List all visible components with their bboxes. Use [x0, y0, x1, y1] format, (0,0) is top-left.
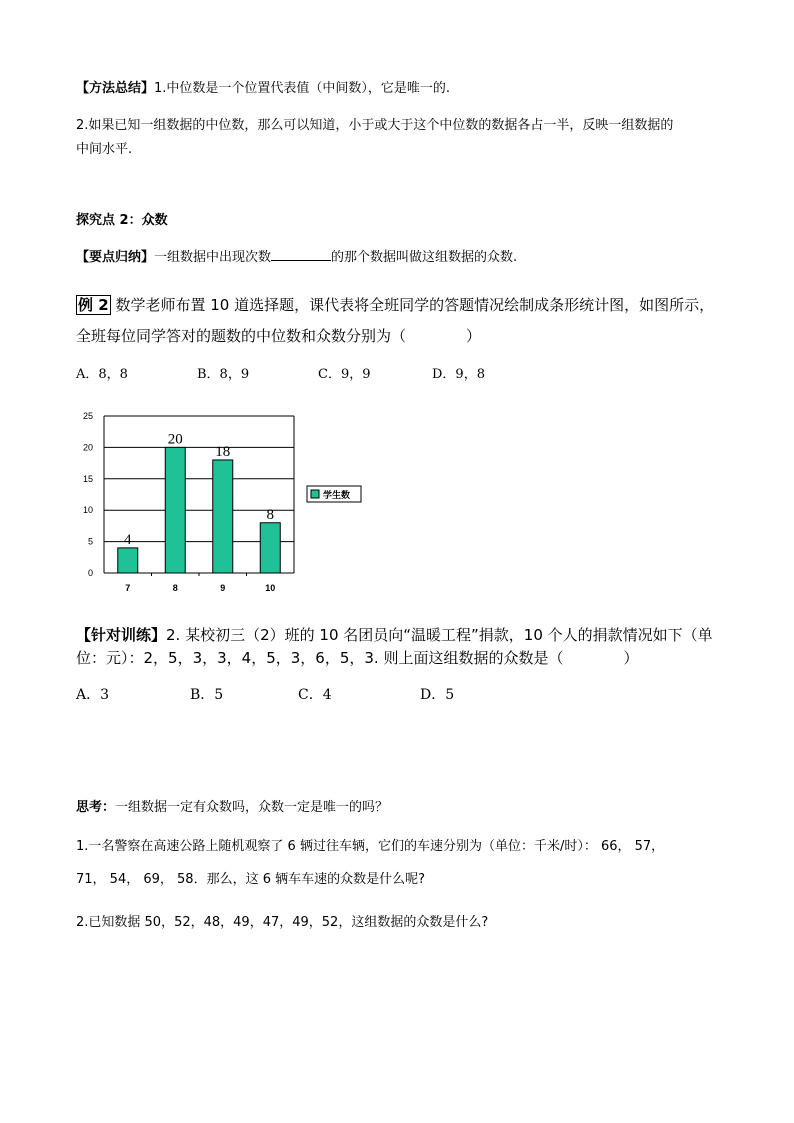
y-tick-label: 15 [82, 473, 93, 484]
y-tick-label: 5 [87, 536, 93, 547]
x-tick-label: 9 [220, 583, 226, 593]
key-point-before: 一组数据中出现次数 [154, 250, 272, 265]
bar [118, 548, 138, 573]
data-label: 20 [167, 431, 183, 448]
example2-line1 [76, 294, 714, 316]
explore-heading: 探究点 2：众数 [76, 213, 168, 228]
y-tick-label: 10 [82, 505, 93, 516]
example2-option-a: A．8，8 [76, 367, 128, 382]
method-summary-line3: 中间水平. [76, 142, 133, 157]
thinking-q2: 2.已知数据 50，52，48，49，47，49，52，这组数据的众数是什么? [76, 915, 489, 930]
bar [165, 447, 185, 573]
y-tick-label: 20 [82, 442, 93, 453]
bar [213, 460, 233, 573]
data-label: 18 [215, 443, 231, 460]
training-option-d: D．5 [420, 687, 455, 703]
legend-swatch [311, 490, 319, 498]
method-summary-line2: 2.如果已知一组数据的中位数，那么可以知道，小于或大于这个中位数的数据各占一半，反映一组数据的 [76, 118, 674, 133]
example2-text1: 数学老师布置 10 道选择题，课代表将全班同学的答题情况绘制成条形统计图，如图所示， [115, 296, 715, 314]
training-option-b: B．5 [190, 687, 224, 703]
key-point-after: 的那个数据叫做这组数据的众数. [331, 250, 518, 265]
bar [260, 523, 280, 573]
method-summary-line1 [76, 80, 450, 98]
example2-line2 [76, 325, 481, 347]
key-point-tag: 【要点归纳】 [76, 250, 155, 265]
thinking-question: 一组数据一定有众数吗，众数一定是唯一的吗？ [115, 800, 389, 815]
x-tick-label: 7 [125, 583, 131, 593]
example2-close: ） [466, 327, 482, 345]
data-label: 4 [124, 531, 132, 548]
key-point [76, 248, 517, 267]
training-text1: 2. 某校初三（2）班的 10 名团员向“温暖工程”捐款，10 个人的捐款情况如下（单 [166, 626, 713, 644]
thinking-q1-line1: 1.一名警察在高速公路上随机观察了 6 辆过往车辆，它们的车速分别为（单位：千米/时）： 66， 57， [76, 839, 665, 854]
training-option-a: A．3 [76, 687, 110, 703]
y-tick-label: 0 [87, 568, 93, 578]
method-summary-tag: 【方法总结】 [76, 81, 155, 96]
x-tick-label: 10 [265, 583, 276, 593]
training-line1 [76, 624, 713, 646]
y-tick-label: 25 [82, 411, 93, 421]
training-close: ） [623, 649, 639, 667]
bar-chart [70, 405, 370, 605]
training-option-c: C．4 [298, 687, 332, 703]
example2-option-c: C．9，9 [318, 367, 371, 382]
thinking-q1-line2: 71， 54， 69， 58．那么，这 6 辆车车速的众数是什么呢? [76, 872, 426, 887]
example2-text2: 全班每位同学答对的题数的中位数和众数分别为（ [76, 327, 407, 345]
example2-label: 例 2 [78, 296, 109, 314]
thinking-line [76, 799, 388, 817]
example2-option-b: B．8，9 [197, 367, 250, 382]
training-text2: 位：元）：2，5，3，3，4，5，3，6，5，3. 则上面这组数据的众数是（ [76, 649, 564, 667]
example2-option-d: D．9，8 [432, 367, 485, 382]
legend-label: 学生数 [323, 491, 351, 501]
key-point-blank [271, 248, 331, 261]
thinking-heading: 思考： [76, 800, 116, 815]
data-label: 8 [266, 506, 274, 523]
training-line2 [76, 647, 639, 669]
training-tag: 【针对训练】 [76, 626, 167, 644]
method-summary-text1: 1.中位数是一个位置代表值（中间数），它是唯一的. [154, 81, 451, 96]
x-tick-label: 8 [172, 583, 178, 593]
